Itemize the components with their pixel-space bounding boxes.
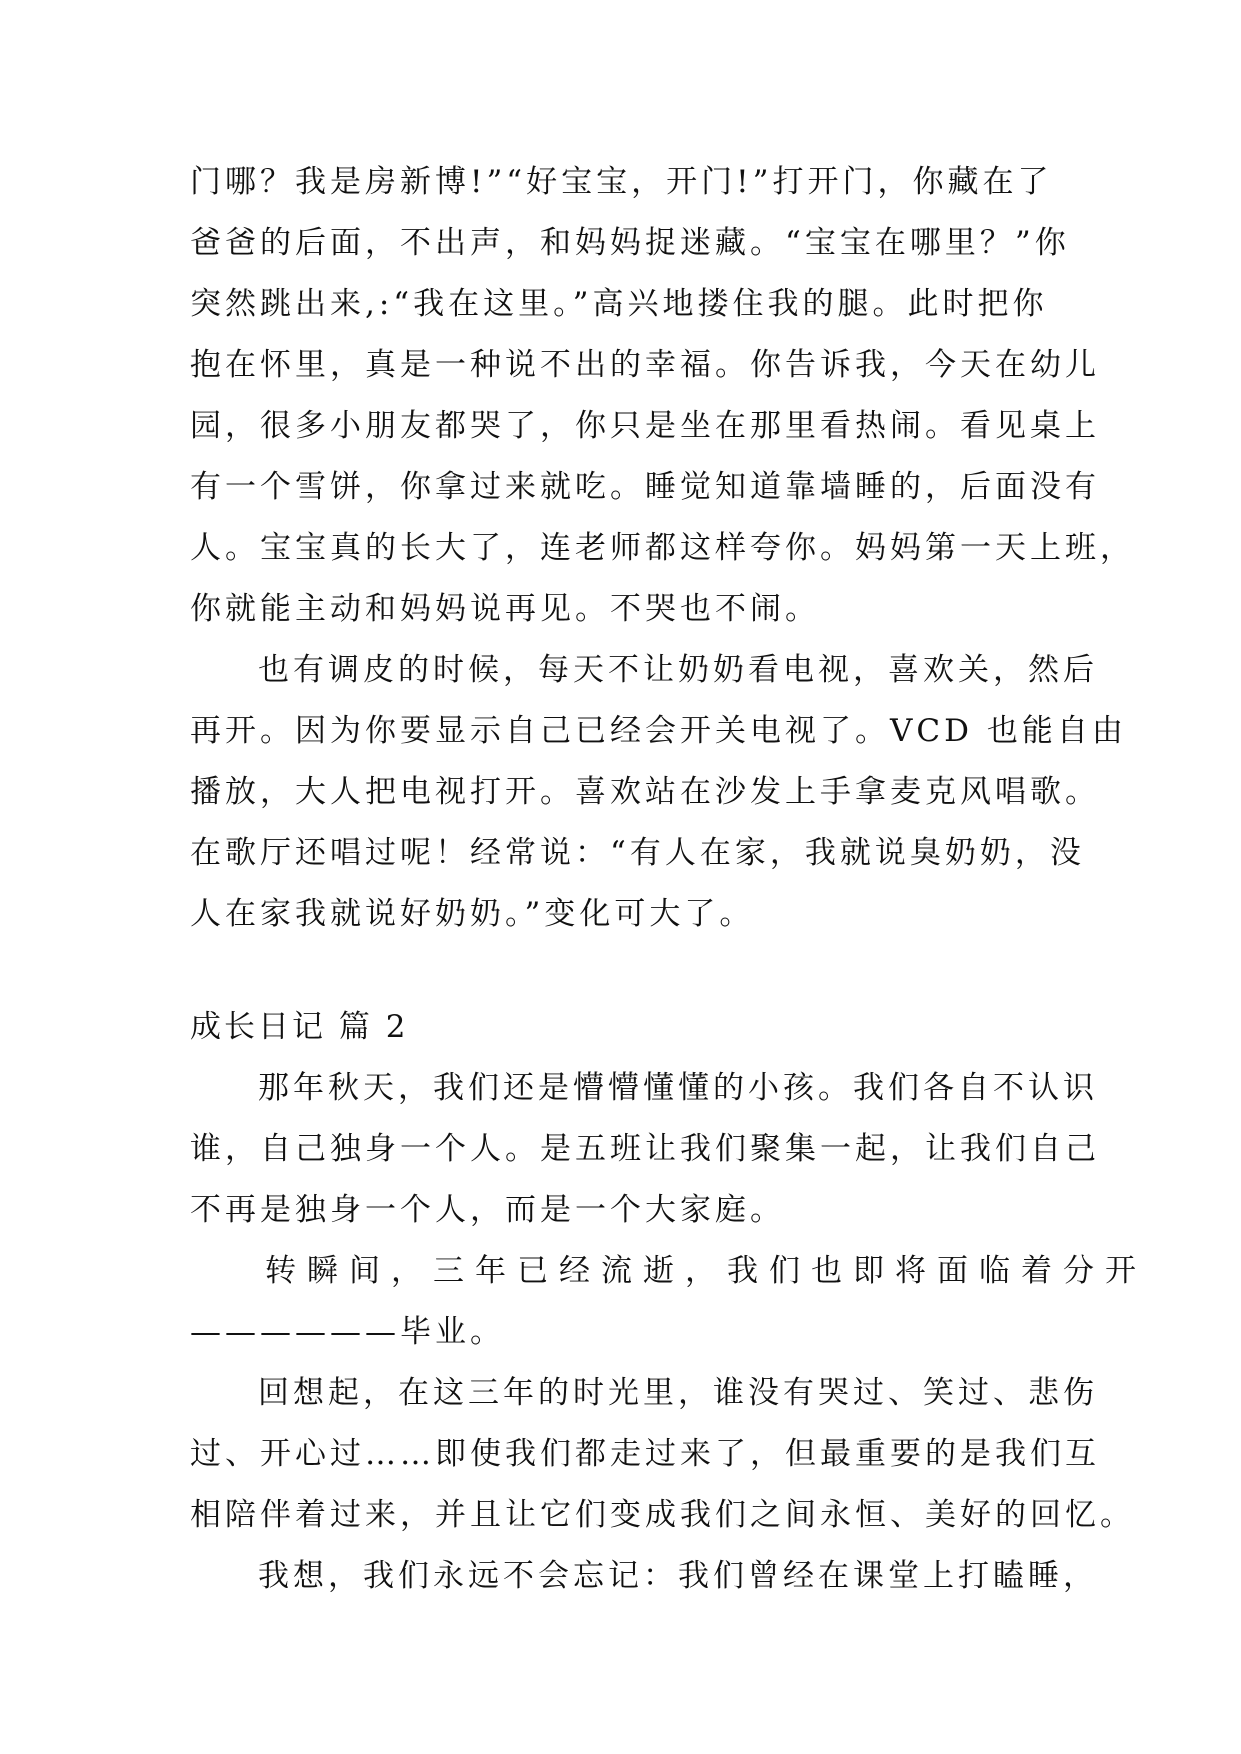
text-line: 在歌厅还唱过呢！经常说：“有人在家，我就说臭奶奶，没	[190, 835, 1085, 871]
text-line: ——————毕业。	[190, 1314, 505, 1350]
text-line: 再开。因为你要显示自己已经会开关电视了。VCD 也能自由	[190, 713, 1127, 749]
text-line: 那年秋天，我们还是懵懵懂懂的小孩。我们各自不认识	[258, 1070, 1098, 1106]
text-line: 园，很多小朋友都哭了，你只是坐在那里看热闹。看见桌上	[190, 408, 1100, 444]
text-line: 我想，我们永远不会忘记：我们曾经在课堂上打瞌睡，	[258, 1558, 1098, 1594]
paragraph	[190, 1546, 1098, 1607]
text-line: 有一个雪饼，你拿过来就吃。睡觉知道靠墙睡的，后面没有	[190, 469, 1100, 505]
paragraph	[190, 152, 1135, 640]
section-heading: 成长日记 篇 2	[190, 1009, 409, 1045]
text-line: 回想起，在这三年的时光里，谁没有哭过、笑过、悲伤	[258, 1375, 1098, 1411]
text-line: 突然跳出来,:“我在这里。”高兴地搂住我的腿。此时把你	[190, 286, 1048, 322]
text-line: 爸爸的后面，不出声，和妈妈捉迷藏。“宝宝在哪里？”你	[190, 225, 1070, 261]
text-line: 也有调皮的时候，每天不让奶奶看电视，喜欢关，然后	[258, 652, 1098, 688]
paragraph	[190, 1241, 1147, 1363]
text-line: 抱在怀里，真是一种说不出的幸福。你告诉我，今天在幼儿	[190, 347, 1100, 383]
text-line: 过、开心过……即使我们都走过来了，但最重要的是我们互	[190, 1436, 1100, 1472]
text-line: 不再是独身一个人，而是一个大家庭。	[190, 1192, 785, 1228]
text-line: 人在家我就说好奶奶。”变化可大了。	[190, 896, 755, 932]
text-line: 相陪伴着过来，并且让它们变成我们之间永恒、美好的回忆。	[190, 1497, 1135, 1533]
document-body	[190, 152, 1147, 1607]
text-line: 转瞬间，三年已经流逝，我们也即将面临着分开	[265, 1253, 1147, 1289]
text-line: 谁，自己独身一个人。是五班让我们聚集一起，让我们自己	[190, 1131, 1100, 1167]
text-line: 播放，大人把电视打开。喜欢站在沙发上手拿麦克风唱歌。	[190, 774, 1100, 810]
paragraph	[190, 1363, 1135, 1546]
text-line: 你就能主动和妈妈说再见。不哭也不闹。	[190, 591, 820, 627]
paragraph	[190, 640, 1127, 945]
section-spacer	[190, 945, 1070, 997]
text-line: 门哪？我是房新博!”“好宝宝，开门!”打开门，你藏在了	[190, 164, 1053, 200]
paragraph	[190, 1058, 1100, 1241]
text-line: 人。宝宝真的长大了，连老师都这样夸你。妈妈第一天上班，	[190, 530, 1135, 566]
